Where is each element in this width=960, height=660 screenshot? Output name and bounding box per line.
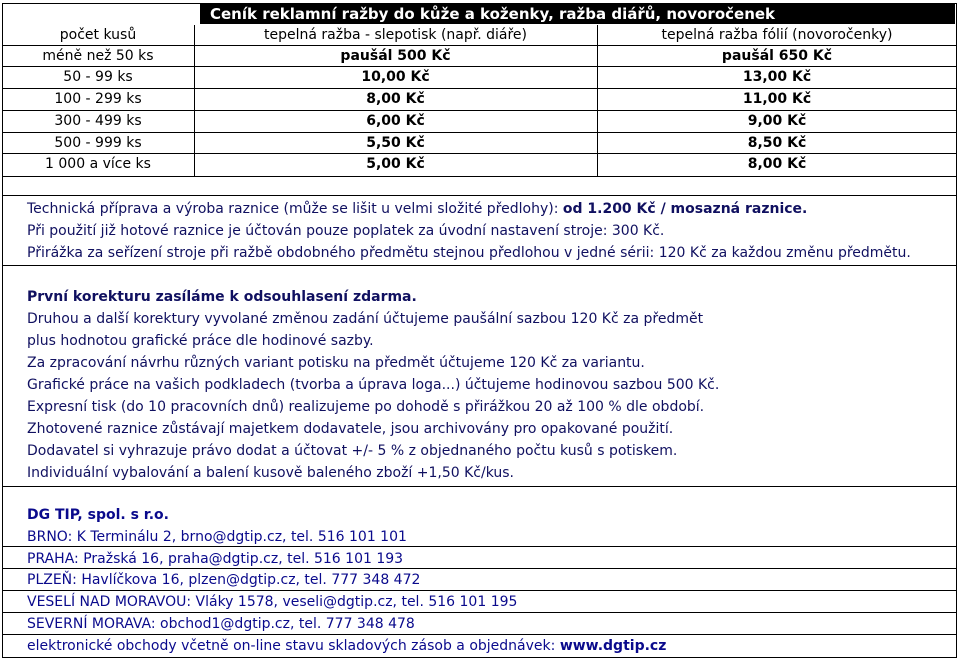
die-ownership-note: Zhotovené raznice zůstávají majetkem dodavatele, jsou archivovány pro opakované použití. [27, 421, 674, 437]
blind-price-cell: 5,00 Kč [366, 156, 425, 172]
table-row [2, 88, 957, 109]
blind-price-cell: 8,00 Kč [366, 91, 425, 107]
existing-die-note: Při použití již hotové raznice je účtován pouze poplatek za úvodní nastavení stroje: 300 Kč. [27, 223, 665, 239]
divider [2, 486, 957, 487]
blind-price-cell: paušál 500 Kč [340, 48, 451, 64]
foil-price-cell: 13,00 Kč [742, 69, 812, 85]
divider [2, 634, 957, 635]
divider [2, 195, 957, 196]
setup-surcharge-note: Přirážka za seřízení stroje při ražbě obdobného předmětu stejnou předlohou v jedné sérii: 120 Kč za každou změnu předmětu. [27, 245, 911, 261]
divider [2, 612, 957, 613]
eshop-text: elektronické obchody včetně on-line stavu skladových zásob a objednávek: [27, 638, 560, 654]
tech-prep-line [27, 199, 807, 219]
qty-cell: 300 - 499 ks [54, 113, 142, 129]
page-title: Ceník reklamní ražby do kůže a koženky, ražba diářů, novoročenek [200, 4, 955, 24]
blind-price-cell: 10,00 Kč [361, 69, 430, 85]
eshop-line [27, 636, 666, 656]
foil-price-cell: 9,00 Kč [747, 113, 807, 129]
header-foil-embossing: tepelná ražba fólií (novoročenky) [661, 27, 893, 43]
qty-cell: 500 - 999 ks [54, 135, 142, 151]
foil-price-cell: 8,00 Kč [747, 156, 807, 172]
header-blind-embossing: tepelná ražba - slepotisk (např. diáře) [263, 27, 528, 43]
branch-plzen[interactable]: PLZEŇ: Havlíčkova 16, plzen@dgtip.cz, tel. 777 348 472 [27, 572, 421, 588]
table-row [2, 110, 957, 131]
divider [2, 265, 957, 266]
qty-cell: méně než 50 ks [42, 48, 154, 64]
branch-praha[interactable]: PRAHA: Pražská 16, praha@dgtip.cz, tel. 516 101 193 [27, 551, 404, 567]
qty-cell: 100 - 299 ks [54, 91, 142, 107]
first-proof-note: První korekturu zasíláme k odsouhlasení zdarma. [27, 289, 417, 305]
graphic-work-note: Grafické práce na vašich podkladech (tvorba a úprava loga...) účtujeme hodinovou sazbou 500 Kč. [27, 377, 720, 393]
divider [2, 568, 957, 569]
table-row [2, 66, 957, 87]
qty-cell: 50 - 99 ks [63, 69, 133, 85]
variant-design-note: Za zpracování návrhu různých variant potisku na předmět účtujeme 120 Kč za variantu. [27, 355, 645, 371]
proof-note: plus hodnotou grafické práce dle hodinové sazby. [27, 333, 374, 349]
table-row [2, 132, 957, 153]
divider [2, 590, 957, 591]
express-print-note: Expresní tisk (do 10 pracovních dnů) realizujeme po dohodě s přirážkou 20 až 100 % dle období. [27, 399, 705, 415]
packing-note: Individuální vybalování a balení kusově baleného zboží +1,50 Kč/kus. [27, 465, 515, 481]
table-row [2, 153, 957, 174]
proof-note: Druhou a další korektury vyvolané změnou zadání účtujeme paušální sazbou 120 Kč za předmět [27, 311, 704, 327]
header-qty: počet kusů [59, 27, 137, 43]
blind-price-cell: 5,50 Kč [366, 135, 425, 151]
foil-price-cell: 11,00 Kč [742, 91, 812, 107]
branch-severni-morava[interactable]: SEVERNÍ MORAVA: obchod1@dgtip.cz, tel. 777 348 478 [27, 616, 415, 632]
blind-price-cell: 6,00 Kč [366, 113, 425, 129]
foil-price-cell: paušál 650 Kč [721, 48, 833, 64]
website-link[interactable]: www.dgtip.cz [559, 638, 667, 654]
branch-brno[interactable]: BRNO: K Terminálu 2, brno@dgtip.cz, tel. 516 101 101 [27, 529, 407, 545]
quantity-tolerance-note: Dodavatel si vyhrazuje právo dodat a účtovat +/- 5 % z objednaného počtu kusů s potiskem. [27, 443, 678, 459]
qty-cell: 1 000 a více ks [45, 156, 151, 172]
company-name: DG TIP, spol. s r.o. [27, 507, 169, 523]
branch-veseli[interactable]: VESELÍ NAD MORAVOU: Vláky 1578, veseli@dgtip.cz, tel. 516 101 195 [27, 594, 518, 610]
die-price: od 1.200 Kč / mosazná raznice. [562, 201, 808, 217]
divider [2, 546, 957, 547]
divider [2, 176, 957, 177]
table-row [2, 45, 957, 66]
tech-prep-text: Technická příprava a výroba raznice (může se lišit u velmi složité předlohy): [27, 201, 563, 217]
foil-price-cell: 8,50 Kč [747, 135, 807, 151]
